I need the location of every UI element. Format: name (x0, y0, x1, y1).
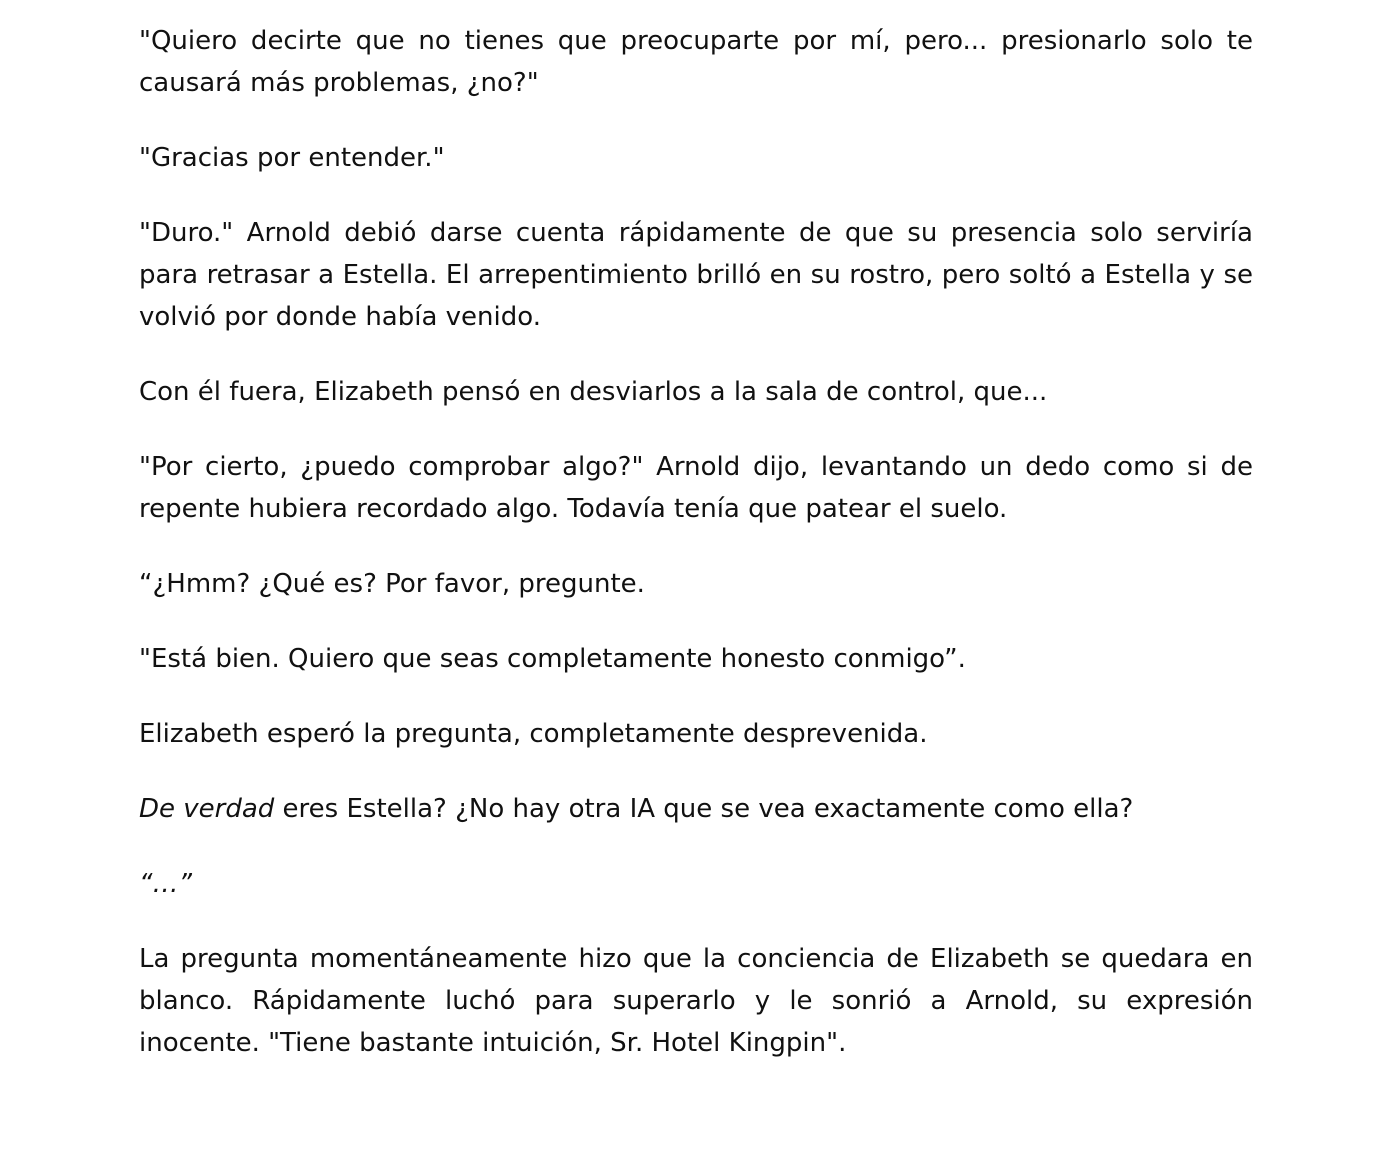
paragraph-7: "Está bien. Quiero que seas completamente honesto conmigo”. (139, 644, 966, 674)
paragraph-10 (139, 863, 1253, 905)
paragraph-11: La pregunta momentáneamente hizo que la conciencia de Elizabeth se quedara en blanco. Rápidamente luchó para superarlo y le sonrió a Arnold, su expresión inocente. "Tiene bastante intuición, Sr. Hotel Kingpin". (139, 944, 1253, 1058)
paragraph-9-rest: eres Estella? ¿No hay otra IA que se vea exactamente como ella? (274, 794, 1134, 824)
paragraph-9 (139, 788, 1253, 830)
paragraph-6: “¿Hmm? ¿Qué es? Por favor, pregunte. (139, 569, 645, 599)
italic-emphasis: De verdad (139, 794, 275, 824)
paragraph-5: "Por cierto, ¿puedo comprobar algo?" Arnold dijo, levantando un dedo como si de repente hubiera recordado algo. Todavía tenía que patear el suelo. (139, 452, 1253, 524)
paragraph-3: "Duro." Arnold debió darse cuenta rápidamente de que su presencia solo serviría para retrasar a Estella. El arrepentimiento brilló en su rostro, pero soltó a Estella y se volvió por donde había venido. (139, 218, 1253, 332)
paragraph-1: "Quiero decirte que no tienes que preocuparte por mí, pero... presionarlo solo te causará más problemas, ¿no?" (139, 26, 1253, 98)
italic-ellipsis: “…” (139, 869, 192, 899)
paragraph-4: Con él fuera, Elizabeth pensó en desviarlos a la sala de control, que... (139, 377, 1048, 407)
document-page (139, 20, 1253, 1064)
paragraph-2: "Gracias por entender." (139, 143, 445, 173)
paragraph-8: Elizabeth esperó la pregunta, completamente desprevenida. (139, 719, 928, 749)
